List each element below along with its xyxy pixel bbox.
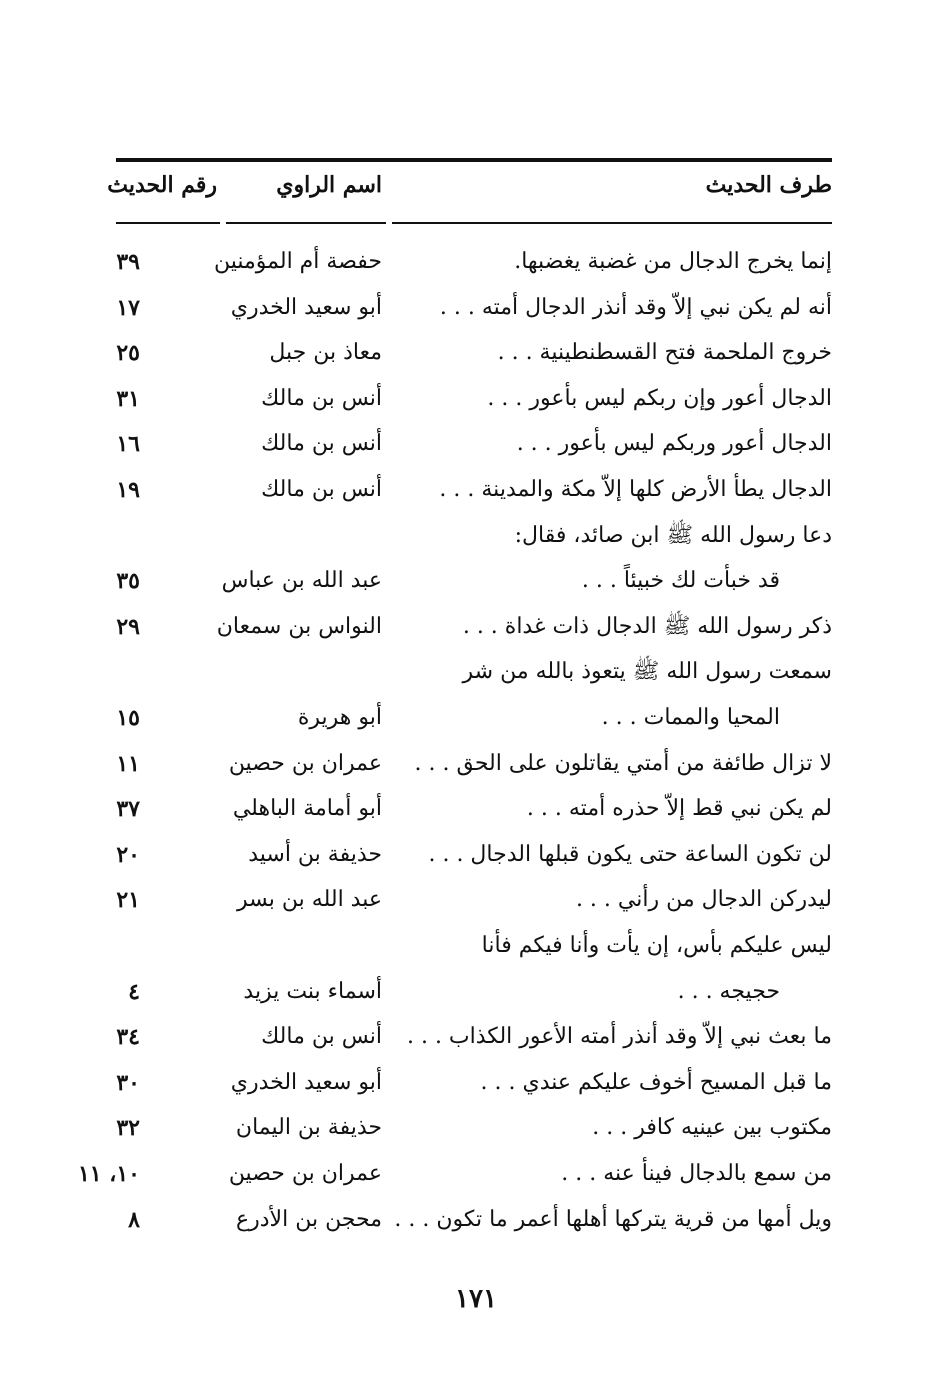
hadith-number: ٢١ [116,887,140,914]
hadith-number: ١٠، ١١ [77,1161,140,1187]
table-row [0,605,952,649]
hadith-text: لا تزال طائفة من أمتي يقاتلون على الحق . . . [414,750,832,776]
table-row [0,514,952,558]
table-row [0,422,952,466]
narrator-name: أبو هريرة [297,705,382,730]
narrator-name: حفصة أم المؤمنين [213,249,382,274]
hadith-text: أنه لم يكن نبي إلاّ وقد أنذر الدجال أمته . . . [439,294,832,320]
hadith-number: ١١ [116,750,140,777]
table-row [0,468,952,512]
table-row [0,878,952,922]
hadith-number: ٢٩ [116,613,140,640]
narrator-name: أنس بن مالك [261,477,382,502]
table-row [0,787,952,831]
narrator-name: النواس بن سمعان [216,613,382,639]
hadith-number: ٤ [128,978,140,1005]
hadith-text: الدجال يطأ الأرض كلها إلاّ مكة والمدينة . . . [439,477,832,502]
hadith-number: ٨ [128,1206,140,1233]
narrator-name: حذيفة بن أسيد [248,841,382,867]
hadith-text: ويل أمها من قرية يتركها أهلها أعمر ما تكون . . . [394,1206,832,1232]
table-row [0,696,952,740]
hadith-text: لم يكن نبي قط إلاّ حذره أمته . . . [526,796,832,822]
hadith-text: لن تكون الساعة حتى يكون قبلها الدجال . . . [428,841,832,867]
hadith-text: ما بعث نبي إلاّ وقد أنذر أمته الأعور الكذاب . . . [406,1024,832,1050]
hadith-text: ليدركن الدجال من رأني . . . [575,887,832,913]
table-row [0,559,952,603]
table-row [0,970,952,1014]
table-row [0,377,952,421]
table-row [0,924,952,968]
header-hadith: طرف الحديث [705,172,832,198]
narrator-name: أبو سعيد الخدري [230,1069,382,1095]
hadith-text: دعا رسول الله ﷺ ابن صائد، فقال: [514,522,832,548]
hadith-number: ٣٤ [116,1024,140,1051]
hadith-text: ذكر رسول الله ﷺ الدجال ذات غداة . . . [462,613,832,639]
hadith-text: مكتوب بين عينيه كافر . . . [592,1115,832,1141]
hadith-number: ٣٥ [116,568,140,595]
table-row [0,286,952,330]
hadith-text: ليس عليكم بأس، إن يأت وأنا فيكم فأنا [481,933,832,958]
narrator-name: عبد الله بن عباس [221,568,382,594]
table-row [0,1015,952,1059]
narrator-name: أبو أمامة الباهلي [232,796,382,822]
hadith-number: ١٥ [116,705,140,731]
narrator-name: معاذ بن جبل [269,340,382,366]
narrator-name: محجن بن الأدرع [236,1206,382,1232]
hadith-text: إنما يخرج الدجال من غضبة يغضبها. [514,249,832,274]
narrator-name: عبد الله بن بسر [237,887,382,913]
hadith-number: ٣١ [116,385,140,412]
narrator-name: عمران بن حصين [228,1161,382,1186]
hadith-number: ١٦ [116,431,140,458]
header-number: رقم الحديث [107,172,217,198]
hadith-text: الدجال أعور وربكم ليس بأعور . . . [516,431,832,457]
narrator-name: أنس بن مالك [261,385,382,411]
header-rule-hadith [392,222,832,224]
hadith-number: ٣٢ [116,1115,140,1142]
table-row [0,1061,952,1105]
hadith-text: حجيجه . . . [677,978,780,1004]
hadith-number: ٣٧ [116,796,140,823]
hadith-text: قد خبأت لك خبيئاً . . . [581,568,780,594]
narrator-name: أنس بن مالك [261,1024,382,1050]
table-row [0,833,952,877]
narrator-name: عمران بن حصين [228,750,382,776]
hadith-number: ٢٥ [116,340,140,367]
header-rule-narrator [226,222,386,224]
page-number: ١٧١ [455,1284,497,1314]
header-rule-number [116,222,220,224]
header-narrator: اسم الراوي [276,172,382,198]
hadith-text: الدجال أعور وإن ربكم ليس بأعور . . . [487,385,832,411]
table-row [0,650,952,694]
table-row [0,240,952,284]
hadith-text: من سمع بالدجال فينأ عنه . . . [561,1161,832,1186]
hadith-text: سمعت رسول الله ﷺ يتعوذ بالله من شر [462,659,832,685]
table-row [0,1106,952,1150]
table-row [0,1198,952,1242]
hadith-number: ١٩ [116,477,140,503]
table-row [0,742,952,786]
hadith-text: خروج الملحمة فتح القسطنطينية . . . [497,340,832,366]
narrator-name: أسماء بنت يزيد [243,978,382,1004]
hadith-number: ٣٠ [116,1069,140,1096]
hadith-number: ٢٠ [116,841,140,868]
hadith-text: ما قبل المسيح أخوف عليكم عندي . . . [480,1069,832,1095]
hadith-text: المحيا والممات . . . [601,705,780,730]
table-row [0,331,952,375]
table-row [0,1152,952,1196]
top-rule [116,158,832,162]
narrator-name: أبو سعيد الخدري [230,294,382,320]
hadith-number: ٣٩ [116,249,140,275]
narrator-name: حذيفة بن اليمان [235,1115,382,1141]
hadith-number: ١٧ [116,294,140,321]
narrator-name: أنس بن مالك [261,431,382,457]
